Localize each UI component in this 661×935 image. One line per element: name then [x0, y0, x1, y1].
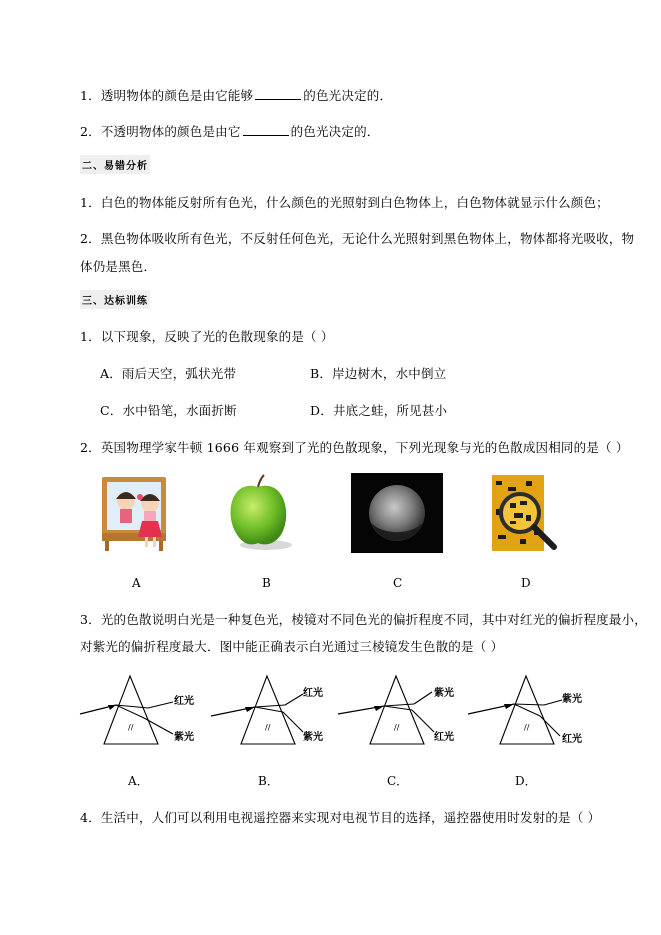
question-text: 不透明物体的颜色是由它 — [100, 124, 241, 139]
bottom-light-label: 红光 — [434, 732, 454, 743]
prism-diagram-c[interactable] — [338, 672, 468, 752]
section-heading-3: 三、达标训练 — [80, 290, 150, 309]
question-number: 2． — [80, 124, 101, 139]
error-item-1: 1．白色的物体能反射所有色光，什么颜色的光照射到白色物体上，白色物体就显示什么颜色； — [80, 195, 609, 210]
prism-diagram-b[interactable] — [209, 672, 339, 752]
question-3-stem-line2: 对紫光的偏折程度最大．图中能正确表示白光通过三棱镜发生色散的是（ ） — [80, 639, 504, 654]
question-text: 的色光决定的． — [290, 124, 380, 139]
prism-label-b: B． — [258, 774, 279, 788]
q1-option-b[interactable]: B．岸边树木，水中倒立 — [310, 366, 447, 381]
glass-mark: // — [265, 723, 271, 732]
question-text: 的色光决定的． — [303, 88, 393, 103]
top-light-label: 紫光 — [562, 694, 582, 705]
q1-option-c[interactable]: C．水中铅笔，水面折断 — [100, 403, 237, 418]
glass-mark: // — [394, 723, 400, 732]
magnifier-picture[interactable] — [490, 473, 560, 553]
bottom-light-label: 紫光 — [174, 732, 194, 743]
picture-label-b: B — [262, 576, 271, 590]
lunar-eclipse-picture[interactable] — [351, 473, 443, 553]
answer-blank[interactable] — [255, 88, 301, 100]
picture-label-d: D — [521, 576, 531, 590]
error-item-2-cont: 体仍是黑色． — [80, 259, 157, 274]
question-3-stem-line1: 3．光的色散说明白光是一种复色光，棱镜对不同色光的偏折程度不同，其中对红光的偏折程度最小， — [80, 612, 647, 627]
girl-mirror-picture[interactable] — [100, 473, 172, 553]
prism-diagram-a[interactable] — [78, 672, 208, 752]
top-light-label: 红光 — [174, 696, 194, 707]
fill-question-1 — [80, 86, 392, 104]
error-item-2: 2．黑色物体吸收所有色光，不反射任何色光，无论什么光照射到黑色物体上，物体都将光吸收，物 — [80, 231, 635, 246]
question-number: 1． — [80, 88, 101, 103]
top-light-label: 紫光 — [434, 688, 454, 699]
picture-label-c: C — [393, 576, 403, 590]
answer-blank[interactable] — [243, 124, 289, 136]
bottom-light-label: 紫光 — [303, 732, 323, 743]
q1-option-a[interactable]: A．雨后天空，弧状光带 — [100, 366, 237, 381]
prism-label-d: D． — [515, 774, 537, 788]
prism-label-a: A． — [128, 774, 149, 788]
picture-label-a: A — [132, 576, 141, 590]
q1-option-d[interactable]: D．井底之蛙，所见甚小 — [310, 403, 448, 418]
question-4-stem: 4．生活中，人们可以利用电视遥控器来实现对电视节目的选择，遥控器使用时发射的是（ ） — [80, 810, 601, 825]
bottom-light-label: 红光 — [562, 734, 582, 745]
prism-diagram-d[interactable] — [468, 672, 598, 752]
question-2-stem: 2．英国物理学家牛顿 1666 年观察到了光的色散现象，下列光现象与光的色散成因相同的是（ ） — [80, 440, 629, 455]
fill-question-2 — [80, 122, 379, 140]
prism-label-c: C． — [387, 774, 409, 788]
glass-mark: // — [524, 723, 530, 732]
section-heading-2: 二、易错分析 — [80, 155, 150, 174]
green-apple-picture[interactable] — [222, 473, 294, 553]
top-light-label: 红光 — [303, 688, 323, 699]
glass-mark: // — [128, 723, 134, 732]
question-1-stem: 1．以下现象，反映了光的色散现象的是（ ） — [80, 329, 334, 344]
question-text: 透明物体的颜色是由它能够 — [100, 88, 254, 103]
